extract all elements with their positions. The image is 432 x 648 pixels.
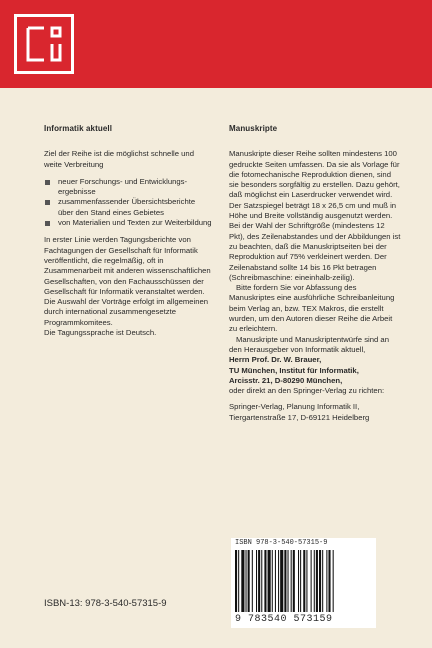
barcode-bar: [284, 550, 286, 612]
barcode-bar: [314, 550, 315, 612]
barcode-bar: [293, 550, 295, 612]
barcode-bar: [252, 550, 253, 612]
editor-address-line: Arcisstr. 21, D-80290 München,: [229, 375, 343, 385]
barcode-bar: [291, 550, 292, 612]
manuscript-requirements: Manuskripte dieser Reihe sollten mindestens 100 gedruckte Seiten umfassen. Da sie als Vorlage für die fotomechanische Reproduktion dienen, sind sie besonders sorgfältig zu erstellen. Dazu gehört, daß möglichst ein Laserdrucker verwendet wird. Der Satzspiegel beträgt 18 x 26,5 cm und muß in Höhe und Breite vollständig ausgenutzt werden. Bei der Wahl der Schriftgröße (mindestens 12 Pkt), des Zeilenabstandes und der Abbildungen ist zu beachten, daß die Manuskriptseiten bei der Reproduktion auf 75% verkleinert werden. Der Zeilenabstand sollte 14 bis 16 Pkt betragen (Schreibmaschine: eineinhalb-zeilig).: [229, 149, 401, 282]
barcode-bar: [322, 550, 323, 612]
language-text: Die Tagungssprache ist Deutsch.: [44, 328, 157, 338]
list-item: neuer Forschungs- und Entwicklungsergebnisse: [44, 177, 212, 198]
barcode-bar: [241, 550, 244, 612]
publisher-address-line: Springer-Verlag, Planung Informatik II,: [229, 402, 360, 412]
series-heading: Informatik aktuell: [44, 124, 113, 133]
left-column: [44, 124, 212, 338]
barcode-bar: [300, 550, 301, 612]
publisher-intro: oder direkt an den Springer-Verlag zu richten:: [229, 386, 385, 396]
submission-text: Manuskripte und Manuskriptentwürfe sind an den Herausgeber von Informatik aktuell,: [229, 334, 389, 354]
barcode-bar: [319, 550, 321, 612]
barcode-bar: [298, 550, 299, 612]
barcode-isbn-label: ISBN 978-3-540-57315-9: [235, 539, 328, 547]
editor-address-line: Herrn Prof. Dr. W. Brauer,: [229, 355, 322, 365]
barcode-bar: [275, 550, 276, 612]
list-item: von Materialien und Texten zur Weiterbildung: [44, 218, 212, 228]
top-color-band: [0, 0, 432, 88]
barcode-bar: [272, 550, 273, 612]
publisher-logo-icon: [14, 14, 74, 74]
barcode-bars: [235, 550, 372, 612]
series-goals-list: [44, 177, 212, 228]
barcode-bar: [328, 550, 330, 612]
barcode-bar: [303, 550, 305, 612]
barcode-number: 9 783540 573159: [235, 614, 333, 625]
barcode-bar: [326, 550, 327, 612]
isbn-barcode: [231, 538, 376, 628]
right-column: [229, 124, 401, 423]
manuscripts-heading: Manuskripte: [229, 124, 278, 133]
style-guide-text: Bitte fordern Sie vor Abfassung des Manuskriptes eine ausführliche Schreibanleitung beim Verlag an, bzw. TEX Makros, die erstellt wurden, um den Autoren dieser Reihe die Arbeit zu erleichtern.: [229, 283, 395, 334]
barcode-bar: [278, 550, 279, 612]
barcode-bar: [288, 550, 289, 612]
publisher-address-line: Tiergartenstraße 17, D-69121 Heidelberg: [229, 412, 370, 422]
barcode-bar: [258, 550, 260, 612]
barcode-bar: [306, 550, 307, 612]
barcode-bar: [238, 550, 239, 612]
barcode-bar: [316, 550, 318, 612]
barcode-bar: [235, 550, 237, 612]
barcode-bar: [264, 550, 266, 612]
editor-address-line: TU München, Institut für Informatik,: [229, 365, 359, 375]
program-committee-text: Die Auswahl der Vorträge erfolgt im allgemeinen durch international zusammengesetzte Programmkomitees.: [44, 297, 209, 327]
barcode-bar: [248, 550, 250, 612]
barcode-bar: [246, 550, 247, 612]
barcode-bar: [268, 550, 271, 612]
series-intro: Ziel der Reihe ist die möglichst schnelle und weite Verbreitung: [44, 149, 194, 169]
barcode-bar: [311, 550, 312, 612]
list-item: zusammenfassender Übersichtsberichte über den Stand eines Gebietes: [44, 197, 212, 218]
series-description: In erster Linie werden Tagungsberichte von Fachtagungen der Gesellschaft für Informatik veröffentlicht, die regelmäßig, oft in Zusammenarbeit mit anderen wissenschaftlichen Gesellschaften, von den Fachausschüssen der Gesellschaft für Informatik veranstaltet werden.: [44, 235, 211, 296]
barcode-bar: [261, 550, 262, 612]
barcode-bar: [280, 550, 283, 612]
isbn-13-label: ISBN-13: 978-3-540-57315-9: [44, 598, 167, 609]
barcode-bar: [333, 550, 334, 612]
barcode-bar: [256, 550, 257, 612]
